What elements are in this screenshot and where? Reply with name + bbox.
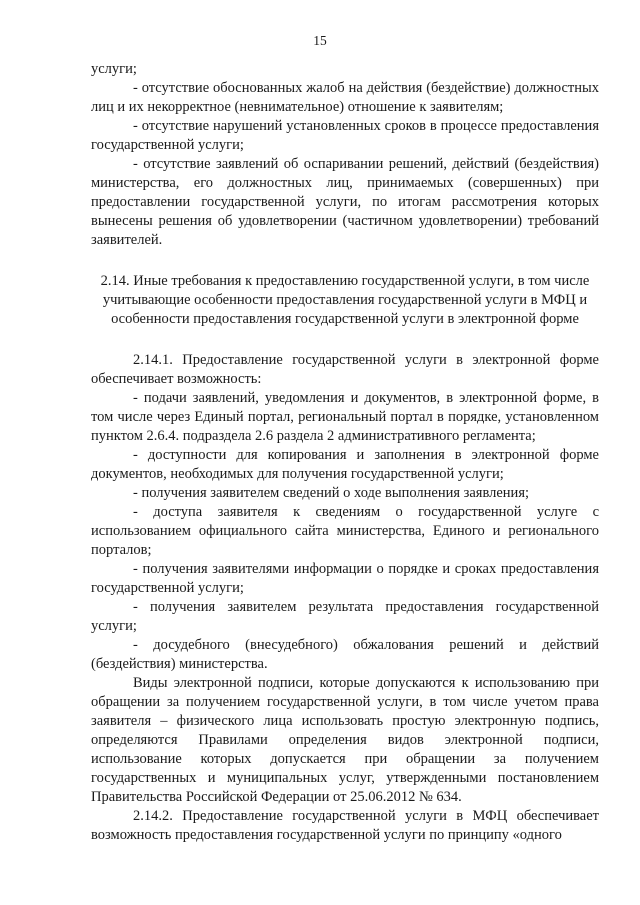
list-item: - получения заявителем сведений о ходе выполнения заявления; [133,485,530,501]
list-item: - отсутствие обоснованных жалоб на действия (бездействие) должностных лиц и их некорректное (невнимательное) отношение к заявителям; [91,80,599,115]
list-item: - доступа заявителя к сведениям о государственной услуге с использованием официального сайта министерства, Единого и регионального порталов; [91,504,599,558]
list-item: - подачи заявлений, уведомления и документов, в электронной форме, в том числе через Единый портал, региональный портал в порядке, установленном пунктом 2.6.4. подраздела 2.6 раздела 2 административного регламента; [91,390,599,444]
paragraph: Виды электронной подписи, которые допускаются к использованию при обращении за получением государственной услуги, в том числе учетом права заявителя – физического лица использовать простую электронную подпись, определяются Правилами определения видов электронной подписи, использование которых допускается при обращении за получением государственных и муниципальных услуг, утвержденными постановлением Правительства Российской Федерации от 25.06.2012 № 634. [91,675,599,805]
page-number: 15 [313,33,327,48]
list-item: - получения заявителем результата предоставления государственной услуги; [91,599,599,634]
body-text [91,60,599,845]
section-heading: 2.14. Иные требования к предоставлению государственной услуги, в том числе учитывающие особенности предоставления государственной услуги в МФЦ и особенности предоставления государственной услуги в электронной форме [100,273,590,327]
paragraph: 2.14.2. Предоставление государственной услуги в МФЦ обеспечивает возможность предоставления государственной услуги по принципу «одного [91,808,599,843]
paragraph: услуги; [91,61,137,77]
list-item: - отсутствие нарушений установленных сроков в процессе предоставления государственной услуги; [91,118,599,153]
paragraph: 2.14.1. Предоставление государственной услуги в электронной форме обеспечивает возможность: [91,352,599,387]
list-item: - отсутствие заявлений об оспаривании решений, действий (бездействия) министерства, его должностных лиц, принимаемых (совершенных) при предоставлении государственной услуги, по итогам рассмотрения которых вынесены решения об удовлетворении (частичном удовлетворении) требований заявителей. [91,156,599,248]
list-item: - досудебного (внесудебного) обжалования решений и действий (бездействия) министерства. [91,637,599,672]
list-item: - доступности для копирования и заполнения в электронной форме документов, необходимых для получения государственной услуги; [91,447,599,482]
list-item: - получения заявителями информации о порядке и сроках предоставления государственной услуги; [91,561,599,596]
